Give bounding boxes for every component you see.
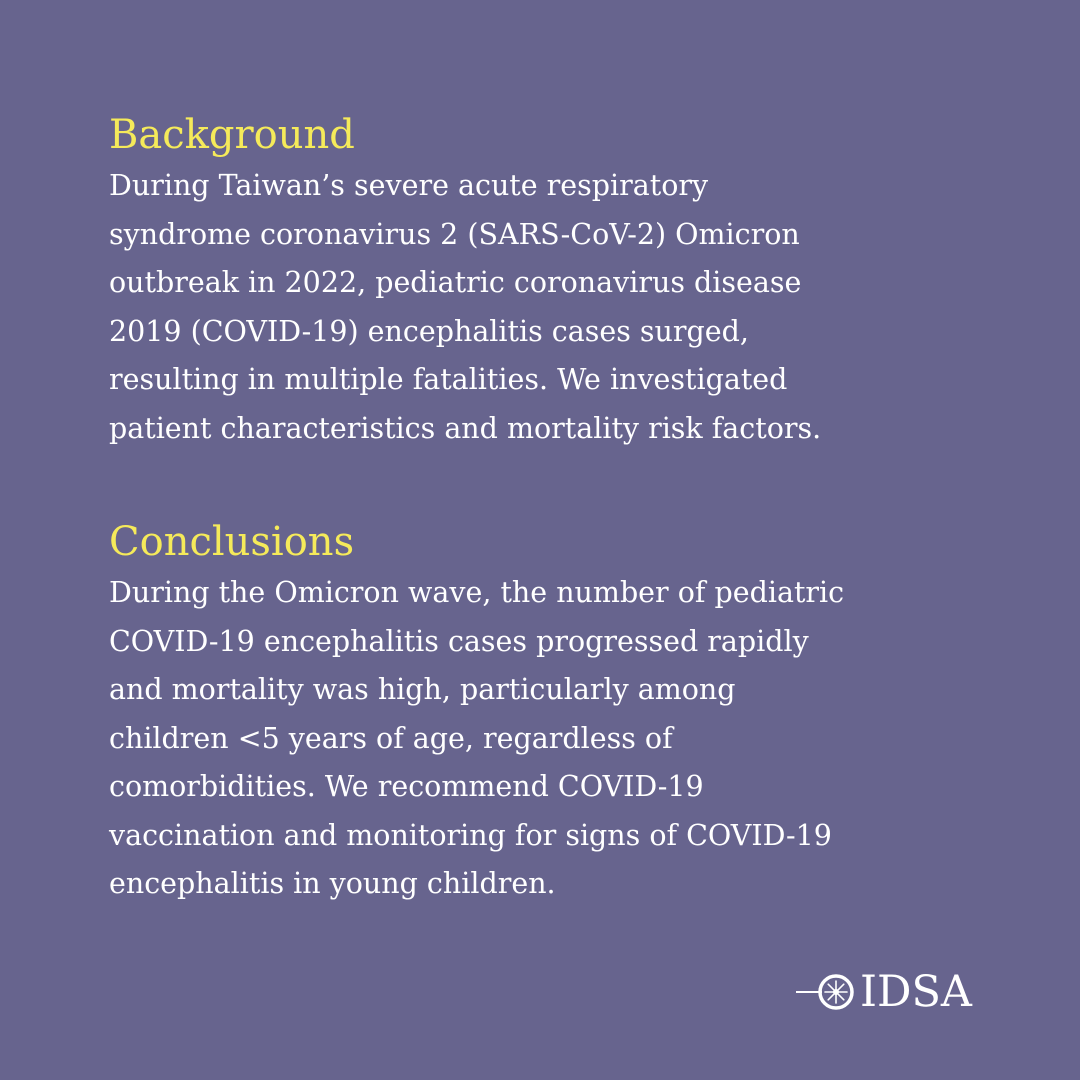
sunburst-icon — [796, 972, 858, 1012]
background-line: During Taiwan’s severe acute respiratory — [109, 169, 709, 202]
conclusions-line: and mortality was high, particularly among — [109, 673, 736, 706]
background-line: outbreak in 2022, pediatric coronavirus disease — [109, 266, 802, 299]
abstract-content — [109, 108, 1009, 909]
conclusions-line: vaccination and monitoring for signs of COVID-19 — [109, 818, 832, 852]
conclusions-heading: Conclusions — [109, 519, 355, 565]
background-line: resulting in multiple fatalities. We investigated — [109, 363, 788, 396]
idsa-logo — [796, 966, 972, 1018]
logo-text: IDSA — [860, 967, 972, 1017]
conclusions-line: encephalitis in young children. — [109, 867, 556, 900]
background-heading: Background — [109, 112, 355, 158]
conclusions-line: children <5 years of age, regardless of — [109, 721, 673, 755]
background-line: patient characteristics and mortality risk factors. — [109, 411, 822, 445]
conclusions-line: During the Omicron wave, the number of pediatric — [109, 576, 845, 609]
section-spacer — [109, 453, 1009, 515]
conclusions-line: comorbidities. We recommend COVID-19 — [109, 770, 704, 803]
background-line: syndrome coronavirus 2 (SARS-CoV-2) Omicron — [109, 217, 800, 251]
background-line: 2019 (COVID-19) encephalitis cases surged, — [109, 314, 749, 348]
conclusions-paragraph — [109, 569, 1009, 909]
background-paragraph — [109, 162, 1009, 453]
conclusions-line: COVID-19 encephalitis cases progressed rapidly — [109, 624, 809, 658]
